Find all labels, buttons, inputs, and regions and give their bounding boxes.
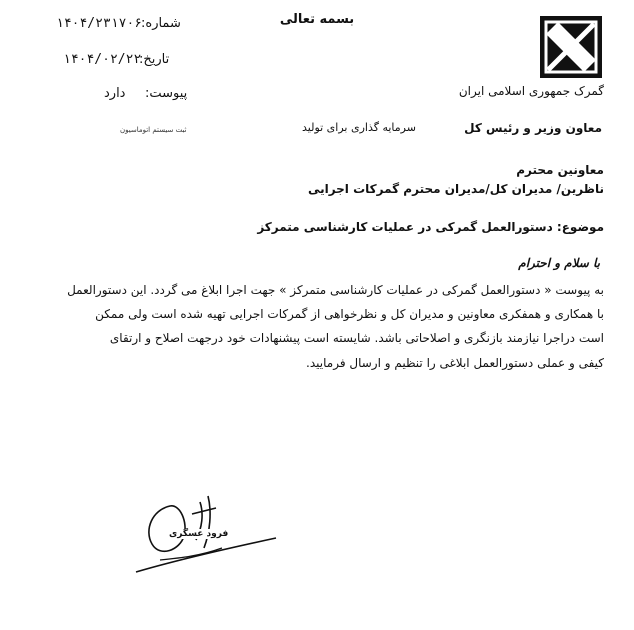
body-line-3: است دراجرا نیازمند بازنگری و اصلاحاتی باشد. شایسته است پیشنهادات خود درجهت اصلاح و ارتقای — [109, 331, 604, 345]
signer-name: فرود عسگری — [169, 529, 229, 539]
letter-date-label: تاریخ: — [139, 52, 170, 67]
salutation: با سلام و احترام — [518, 256, 600, 270]
customs-logo-icon — [538, 14, 604, 80]
bismillah-heading: بسمه تعالی — [279, 12, 355, 27]
section-title: سرمایه گذاری برای تولید — [302, 121, 416, 134]
recipient-line-2: ناظرین/ مدیران کل/مدیران محترم گمرکات اجرایی — [307, 182, 604, 196]
body-line-4: کیفی و عملی دستورالعمل ابلاغی را تنظیم و ارسال فرمایید. — [306, 356, 604, 370]
automation-note: ثبت سیستم اتوماسیون — [120, 126, 187, 134]
body-line-1: به پیوست « دستورالعمل گمرکی در عملیات کارشناسی متمرکز » جهت اجرا ابلاغ می گردد. این دستورالعمل — [67, 283, 604, 297]
organization-name: گمرک جمهوری اسلامی ایران — [458, 84, 604, 98]
letter-number-value: ۱۴۰۴/۲۳۱۷۰۶ — [56, 16, 143, 31]
attachment-label: پیوست: — [145, 86, 188, 101]
attachment-value: دارد — [104, 86, 126, 101]
letter-date-value: ۱۴۰۴/۰۲/۲۲ — [63, 52, 142, 67]
signer-title: معاون وزیر و رئیس کل — [464, 121, 602, 135]
letter-number-label: شماره: — [141, 16, 181, 31]
body-line-2: با همکاری و همفکری معاونین و مدیران کل و نظرخواهی از گمرکات اجرایی تهیه شده است ولی ممکن — [95, 307, 604, 321]
recipient-line-1: معاونین محترم — [516, 163, 604, 177]
letter-subject: موضوع: دستورالعمل گمرکی در عملیات کارشناسی متمرکز — [257, 220, 604, 234]
